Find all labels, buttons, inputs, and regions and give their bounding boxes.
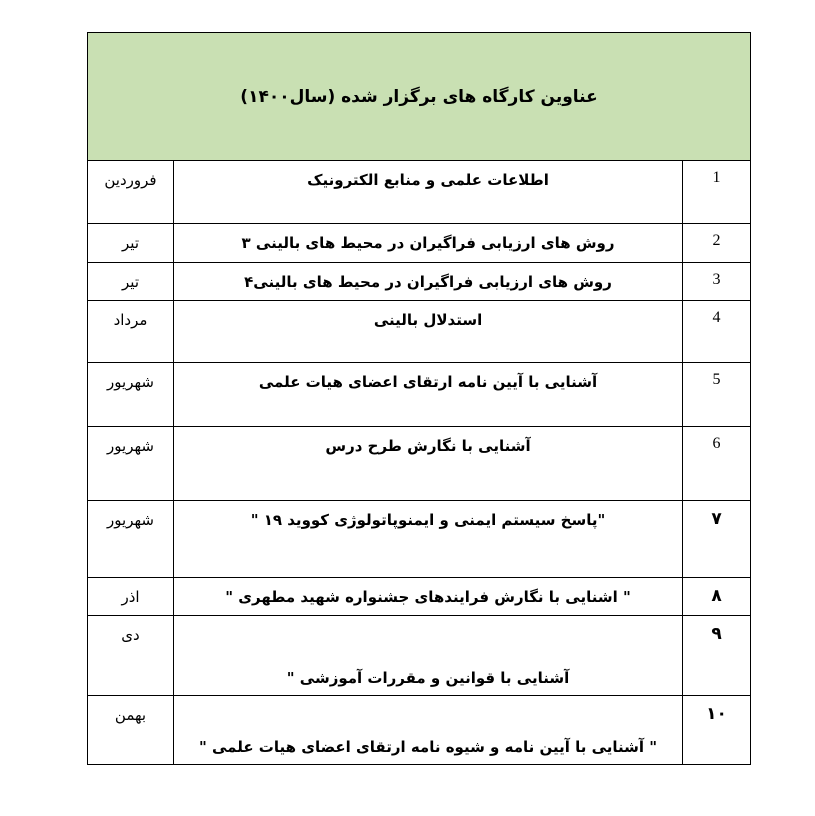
row-number: ۹ — [683, 616, 751, 696]
row-number: 5 — [683, 363, 751, 427]
row-number: 2 — [683, 224, 751, 263]
table-header-row — [88, 33, 751, 161]
table-row — [88, 501, 751, 578]
row-number: ۱۰ — [683, 696, 751, 765]
workshop-month: تیر — [88, 224, 174, 263]
row-number: 4 — [683, 301, 751, 363]
workshop-title: روش های ارزیابی فراگیران در محیط های بالینی ۳ — [174, 224, 683, 263]
workshop-title: آشنایی با قوانین و مقررات آموزشی " — [174, 616, 683, 696]
row-number: 6 — [683, 427, 751, 501]
workshop-month: شهریور — [88, 427, 174, 501]
workshop-month: فروردین — [88, 161, 174, 224]
workshop-title: آشنایی با نگارش طرح درس — [174, 427, 683, 501]
table-row — [88, 616, 751, 696]
workshop-title: روش های ارزیابی فراگیران در محیط های بالینی۴ — [174, 263, 683, 301]
row-number: 3 — [683, 263, 751, 301]
row-number: ۸ — [683, 578, 751, 616]
workshop-month: اذر — [88, 578, 174, 616]
workshop-title: آشنایی با آیین نامه ارتقای اعضای هیات علمی — [174, 363, 683, 427]
workshop-title: " اشنایی با نگارش فرایندهای جشنواره شهید مطهری " — [174, 578, 683, 616]
table-row — [88, 578, 751, 616]
table-row — [88, 224, 751, 263]
table-title: عناوین کارگاه های برگزار شده (سال۱۴۰۰) — [88, 33, 751, 161]
workshops-table — [87, 32, 751, 765]
table-row — [88, 427, 751, 501]
row-number: ۷ — [683, 501, 751, 578]
workshop-title: استدلال بالینی — [174, 301, 683, 363]
workshop-title: " آشنایی با آیین نامه و شیوه نامه ارتقای اعضای هیات علمی " — [174, 696, 683, 765]
table-row — [88, 161, 751, 224]
workshop-title: اطلاعات علمی و منابع الکترونیک — [174, 161, 683, 224]
workshop-month: بهمن — [88, 696, 174, 765]
table-row — [88, 263, 751, 301]
workshop-month: دی — [88, 616, 174, 696]
table-row — [88, 301, 751, 363]
workshop-month: مرداد — [88, 301, 174, 363]
workshop-month: تیر — [88, 263, 174, 301]
table-row — [88, 363, 751, 427]
workshop-title: "پاسخ سیستم ایمنی و ایمنوپاتولوژی کووید ۱۹ " — [174, 501, 683, 578]
workshop-month: شهریور — [88, 363, 174, 427]
row-number: 1 — [683, 161, 751, 224]
table-row — [88, 696, 751, 765]
workshop-month: شهریور — [88, 501, 174, 578]
